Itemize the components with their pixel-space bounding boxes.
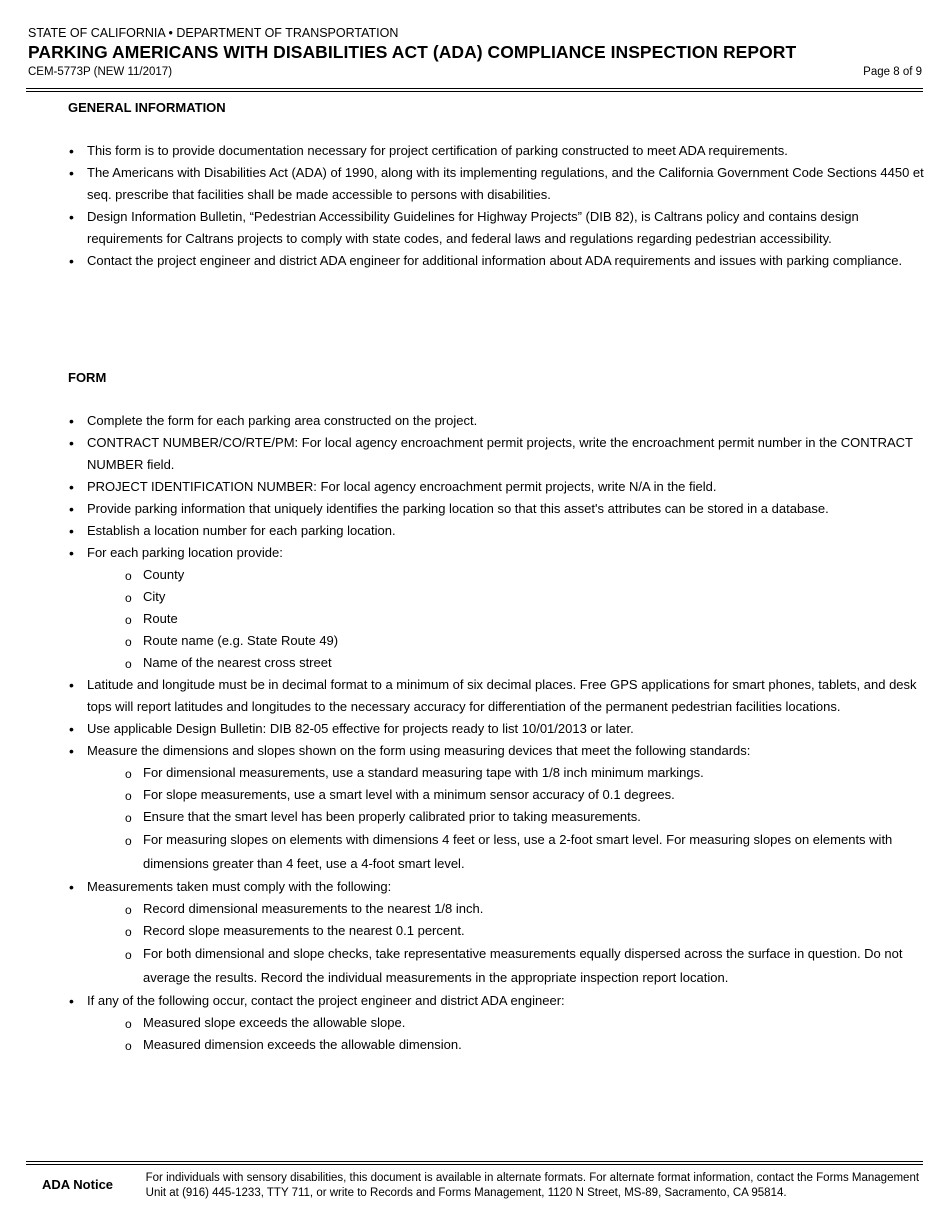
measure-sublist <box>87 762 924 876</box>
contact-sublist <box>87 1012 924 1056</box>
report-title: PARKING AMERICANS WITH DISABILITIES ACT (ADA) COMPLIANCE INSPECTION REPORT <box>28 42 797 62</box>
sublist-item: o County <box>87 564 924 586</box>
footer-divider <box>26 1161 923 1165</box>
sublist-item: o Measured dimension exceeds the allowable dimension. <box>87 1034 924 1056</box>
list-item-contact <box>68 990 924 1056</box>
sublist-item: o Route <box>87 608 924 630</box>
list-item-location <box>68 542 924 674</box>
sublist-item: o For slope measurements, use a smart level with a minimum sensor accuracy of 0.1 degrees. <box>87 784 924 806</box>
ada-notice-label: ADA Notice <box>42 1177 114 1192</box>
general-information-list <box>68 140 924 272</box>
list-item: • This form is to provide documentation necessary for project certification of parking constructed to meet ADA requirements. <box>68 140 924 162</box>
form-instructions-list <box>68 410 924 1056</box>
sublist-item: o Record slope measurements to the nearest 0.1 percent. <box>87 920 924 942</box>
ada-notice-footer <box>26 1170 923 1201</box>
document-header <box>28 26 922 79</box>
list-item-text: Measure the dimensions and slopes shown on the form using measuring devices that meet the following standards: <box>87 743 751 758</box>
list-item-measure <box>68 740 924 876</box>
sublist-item: o Route name (e.g. State Route 49) <box>87 630 924 652</box>
header-meta-row <box>28 65 922 79</box>
list-item: • Design Information Bulletin, “Pedestrian Accessibility Guidelines for Highway Projects” (DIB 82), is Caltrans policy and contains design requirements for Caltrans projects to comply with state codes, and federal laws and regulations regarding pedestrian accessibility. <box>68 206 924 250</box>
ada-notice-text: For individuals with sensory disabilities, this document is available in alternate formats. For alternate format information, contact the Forms Management Unit at (916) 445-1233, TTY 711, or write to Records and Forms Management, 1120 N Street, MS-89, Sacramento, CA 95814. <box>145 1172 920 1199</box>
form-number: CEM-5773P (NEW 11/2017) <box>28 66 173 78</box>
list-item: • Establish a location number for each parking location. <box>68 520 924 542</box>
sublist-item: o Record dimensional measurements to the nearest 1/8 inch. <box>87 898 924 920</box>
sublist-item: o City <box>87 586 924 608</box>
general-information-heading: GENERAL INFORMATION <box>68 100 226 115</box>
list-item-text: If any of the following occur, contact the project engineer and district ADA engineer: <box>87 993 565 1008</box>
list-item: • Use applicable Design Bulletin: DIB 82-05 effective for projects ready to list 10/01/2013 or later. <box>68 718 924 740</box>
header-divider <box>26 88 923 92</box>
sublist-item: o For dimensional measurements, use a standard measuring tape with 1/8 inch minimum markings. <box>87 762 924 784</box>
list-item-comply <box>68 876 924 990</box>
form-heading: FORM <box>68 370 107 385</box>
list-item: • Latitude and longitude must be in decimal format to a minimum of six decimal places. Free GPS applications for smart phones, tablets, and desk tops will report latitudes and longitudes to the necessary accuracy for differentiation of the permanent pedestrian facilities locations. <box>68 674 924 718</box>
list-item: • Contact the project engineer and district ADA engineer for additional information about ADA requirements and issues with parking compliance. <box>68 250 924 272</box>
location-sublist <box>87 564 924 674</box>
comply-sublist <box>87 898 924 990</box>
page-number: Page 8 of 9 <box>863 66 922 78</box>
sublist-item: o For measuring slopes on elements with dimensions 4 feet or less, use a 2-foot smart level. For measuring slopes on elements with dimensions greater than 4 feet, use a 4-foot smart level. <box>87 828 924 876</box>
list-item: • CONTRACT NUMBER/CO/RTE/PM: For local agency encroachment permit projects, write the encroachment permit number in the CONTRACT NUMBER field. <box>68 432 924 476</box>
sublist-item: o For both dimensional and slope checks, take representative measurements equally dispersed across the surface in question. Do not average the results. Record the individual measurements in the appropriate inspection report location. <box>87 942 924 990</box>
list-item-text: For each parking location provide: <box>87 545 283 560</box>
sublist-item: o Name of the nearest cross street <box>87 652 924 674</box>
list-item: • Complete the form for each parking area constructed on the project. <box>68 410 924 432</box>
list-item: • PROJECT IDENTIFICATION NUMBER: For local agency encroachment permit projects, write N/A in the field. <box>68 476 924 498</box>
sublist-item: o Measured slope exceeds the allowable slope. <box>87 1012 924 1034</box>
sublist-item: o Ensure that the smart level has been properly calibrated prior to taking measurements. <box>87 806 924 828</box>
list-item: • The Americans with Disabilities Act (ADA) of 1990, along with its implementing regulations, and the California Government Code Sections 4450 et seq. prescribe that facilities shall be made accessible to persons with disabilities. <box>68 162 924 206</box>
list-item: • Provide parking information that uniquely identifies the parking location so that this asset's attributes can be stored in a database. <box>68 498 924 520</box>
list-item-text: Measurements taken must comply with the following: <box>87 879 392 894</box>
agency-line: STATE OF CALIFORNIA • DEPARTMENT OF TRANSPORTATION <box>28 26 399 40</box>
